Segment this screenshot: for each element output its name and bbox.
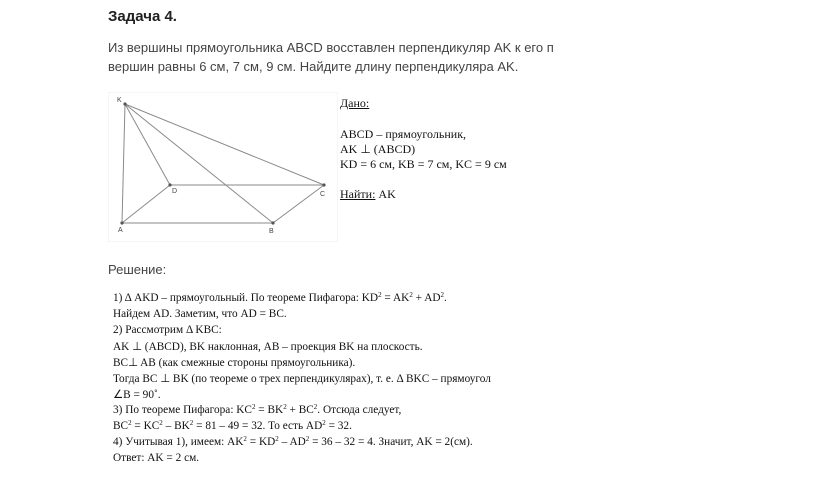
vertex-a [120, 221, 123, 224]
find-value: AK [375, 187, 396, 201]
given-heading: Дано: [340, 96, 370, 110]
label-c: C [320, 191, 326, 198]
solution-line-4: AK ⊥ (ABCD), BK наклонная, AB – проекция BK на плоскость. [113, 341, 423, 353]
label-k: K [117, 97, 122, 104]
label-a: A [118, 227, 123, 234]
solution-answer: Ответ: AK = 2 см. [113, 452, 200, 464]
solution-line-1: 1) Δ AKD – прямоугольный. По теореме Пифагора: $KD^2 = AK^2 + AD^2$. [113, 291, 447, 304]
given-line-2: AK ⊥ (ABCD) [340, 142, 416, 156]
figure-border [108, 92, 338, 242]
label-b: B [269, 228, 274, 235]
given-line-3: KD = 6 см, KB = 7 см, KC = 9 см [340, 157, 507, 171]
problem-text-line-1: Из вершины прямоугольника ABCD восставлен перпендикуляр AK к его п [108, 40, 554, 55]
solution-line-9: $BC^2 = KC^2 - BK^2 = 81 - 49 = 32$. То есть $AD^2 = 32$. [113, 419, 352, 432]
vertex-c [322, 183, 325, 186]
solution-line-8: 3) По теореме Пифагора: $KC^2 = BK^2 + BC^2$. Отсюда следует, [113, 403, 402, 416]
solution-line-5: BC⊥ AB (как смежные стороны прямоугольника). [113, 357, 356, 369]
pyramid-figure [108, 92, 338, 242]
solution-line-2: Найдем AD. Заметим, что AD = BC. [113, 308, 287, 320]
problem-text-line-2: вершин равны 6 см, 7 см, 9 см. Найдите длину перпендикуляра AK. [108, 59, 519, 74]
vertex-k [123, 102, 126, 105]
solution-line-7: ∠B = 90˚. [113, 389, 161, 401]
label-d: D [172, 188, 178, 195]
solution-heading: Решение: [108, 262, 167, 277]
solution-line-10: 4) Учитывая 1), имеем: $AK^2 = KD^2 - AD^2 = 36 - 32 = 4$. Значит, AK = 2(см). [113, 435, 473, 448]
vertex-d [168, 183, 171, 186]
given-line-1: ABCD – прямоугольник, [340, 127, 467, 141]
find-label: Найти: [340, 187, 376, 201]
find-line [340, 187, 396, 202]
solution-line-3: 2) Рассмотрим Δ KBC: [113, 324, 222, 336]
problem-title: Задача 4. [108, 8, 177, 25]
solution-line-6: Тогда BC ⊥ BK (по теореме о трех перпендикулярах), т. е. Δ BKC – прямоугол [113, 373, 491, 385]
vertex-b [271, 221, 274, 224]
